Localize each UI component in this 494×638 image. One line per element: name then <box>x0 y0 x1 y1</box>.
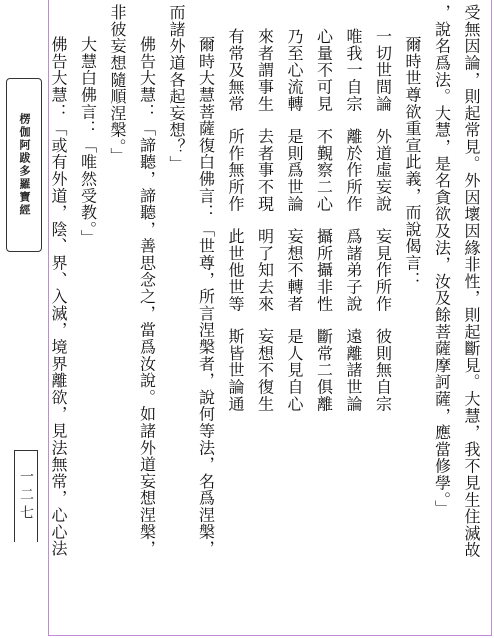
verse-phrase: 爲諸弟子說 <box>344 228 363 312</box>
verse-phrase: 妄想不復生 <box>255 328 275 412</box>
verse-phrase: 妄見作所作 <box>373 228 393 312</box>
verse-phrase: 斯皆世論通 <box>226 328 245 412</box>
verse-line-2 <box>339 4 369 632</box>
verse-phrase: 是人見自心 <box>285 328 304 412</box>
verse-phrase: 明了知去來 <box>255 228 275 312</box>
verse-phrase: 外道虛妄說 <box>373 128 393 212</box>
page-number: 一二七 <box>18 469 34 523</box>
text-line-5: 而諸外道各起妄想？」 <box>167 4 186 172</box>
verse-phrase: 去者事不現 <box>255 128 275 212</box>
verse-line-5 <box>250 4 280 632</box>
verse-phrase: 斷常二俱離 <box>314 328 334 412</box>
text-line-9: 佛告大慧：「或有外道，陰、界、入滅，境界離欲，見法無常，心心法 <box>49 36 68 557</box>
verse-phrase: 離於作所作 <box>344 128 363 212</box>
verse-line-3 <box>309 4 339 632</box>
verse-phrase: 是則爲世論 <box>285 128 304 212</box>
text-line-2: ，說名爲法。大慧，是名貪欲及法，汝及餘菩薩摩訶薩，應當修學。」 <box>432 4 452 517</box>
verse-phrase: 來者謂事生 <box>255 28 275 112</box>
verse-phrase: 一切世間論 <box>373 28 393 112</box>
text-line-7: 非彼妄想隨順涅槃。」 <box>108 4 127 164</box>
verse-phrase: 攝所攝非性 <box>314 228 334 312</box>
verse-phrase: 此世他世等 <box>226 228 245 312</box>
sutra-text-column <box>49 4 486 632</box>
verse-line-6 <box>221 4 251 632</box>
text-line-4: 爾時大慧菩薩復白佛言：「世尊，所言涅槃者，說何等法，名爲涅槃， <box>196 36 216 557</box>
verse-phrase: 乃至心流轉 <box>285 28 304 112</box>
verse-phrase: 心量不可見 <box>314 28 334 112</box>
verse-phrase: 唯我一自宗 <box>344 28 363 112</box>
text-line-6: 佛告大慧：「諦聽，諦聽，善思念之，當爲汝說。如諸外道妄想涅槃， <box>137 36 157 557</box>
verse-line-1 <box>368 4 398 632</box>
text-line-1: 受無因論，則起常見。外因壞因緣非性，則起斷見。大慧，我不見生住滅故 <box>462 4 481 559</box>
sutra-title-tab <box>6 78 42 252</box>
page-number-tab <box>14 450 38 542</box>
text-line-8: 大慧白佛言：「唯然受教。」 <box>78 36 98 247</box>
verse-phrase: 妄想不轉者 <box>285 228 304 312</box>
verse-phrase: 遠離諸世論 <box>344 328 363 412</box>
verse-phrase: 不覲察二心 <box>314 128 334 212</box>
verse-phrase: 有常及無常 <box>226 28 245 112</box>
verse-phrase: 彼則無自宗 <box>373 328 393 412</box>
verse-phrase: 所作無所作 <box>226 128 245 212</box>
sutra-title: 楞伽阿跋多羅寶經 <box>18 113 31 217</box>
text-line-3: 爾時世尊欲重宣此義，而說偈言： <box>403 36 422 288</box>
verse-line-4 <box>280 4 310 632</box>
